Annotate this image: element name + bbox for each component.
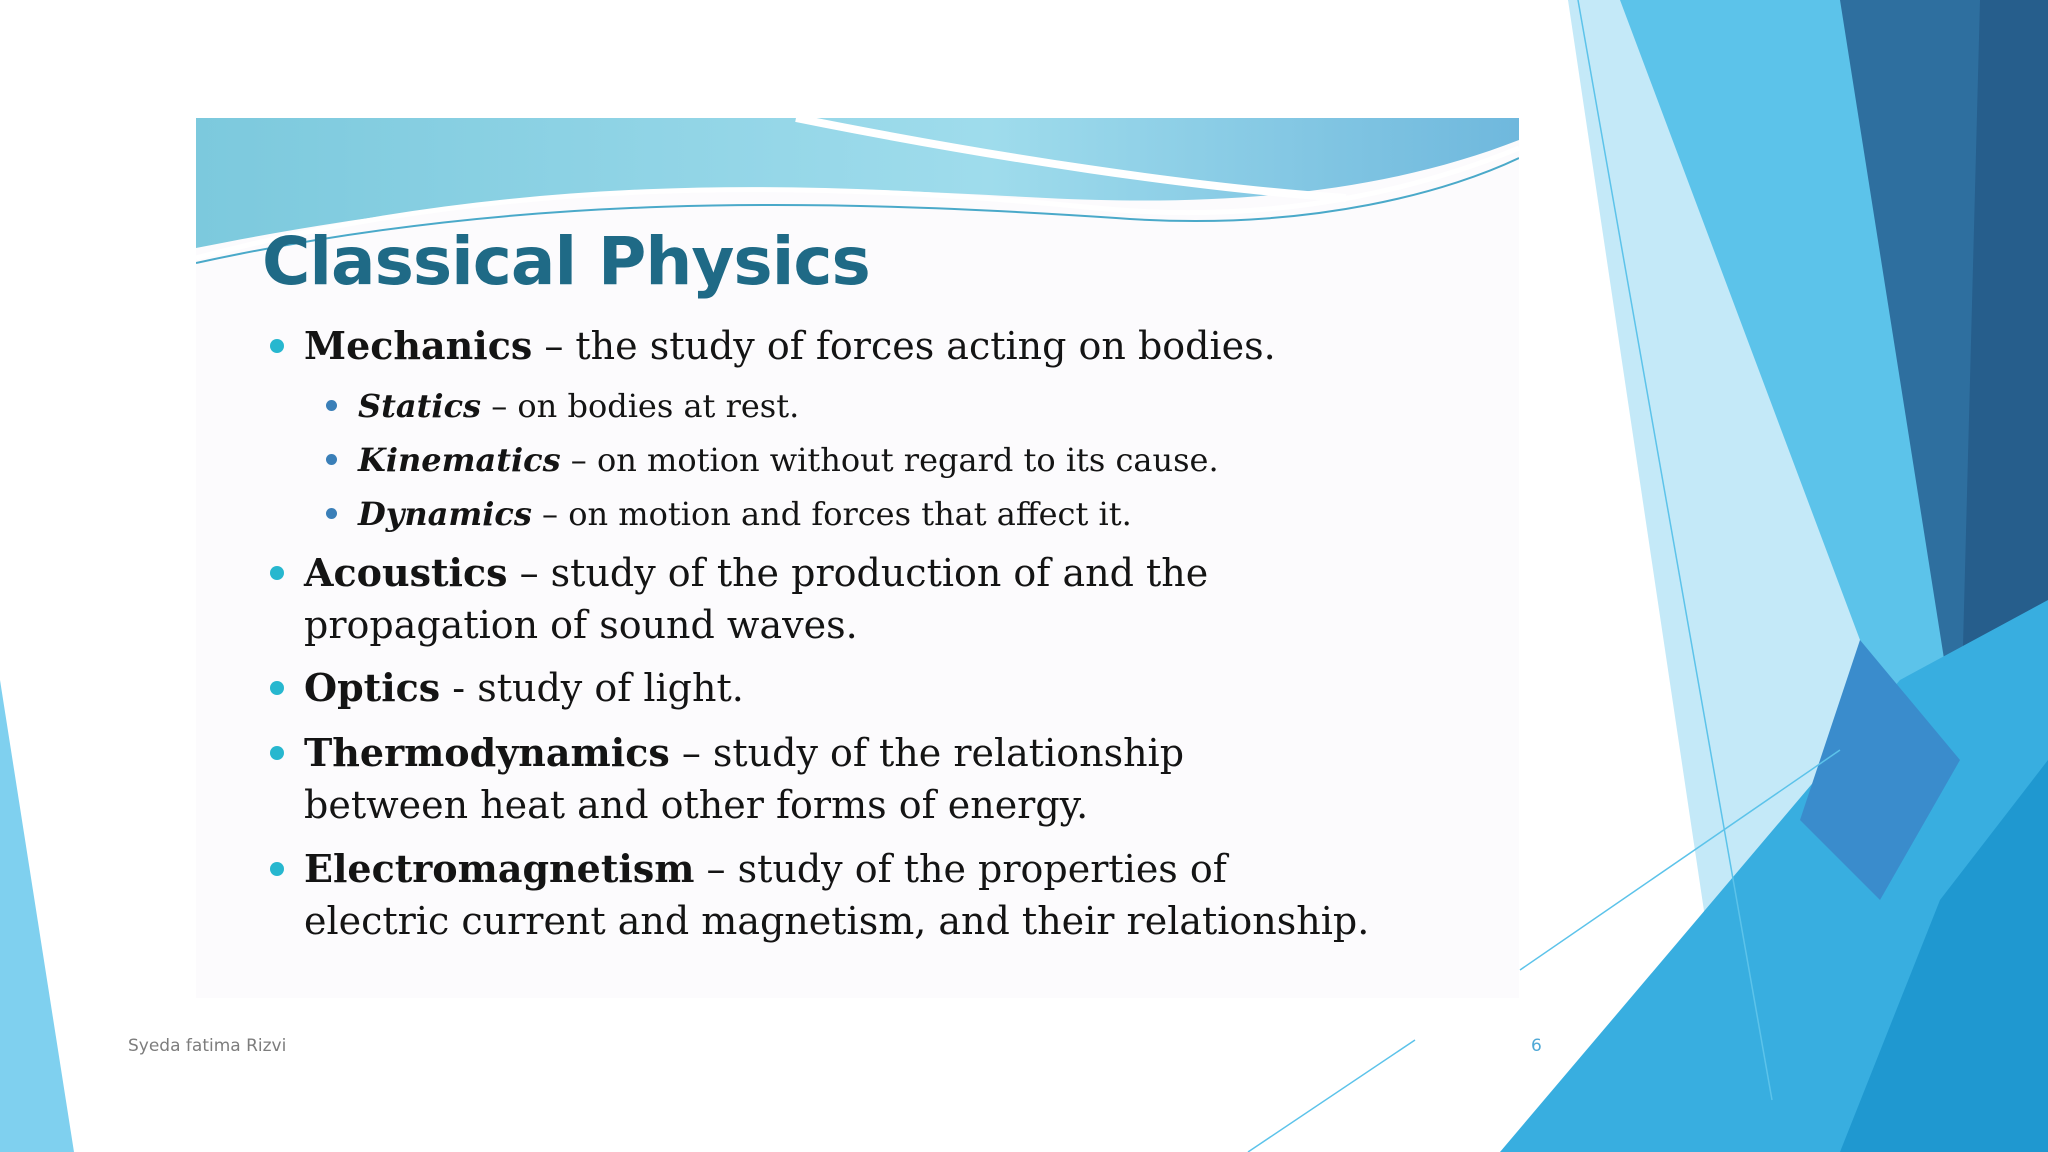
list-item-optics: Optics - study of light. xyxy=(304,665,744,710)
list-item-mechanics: Mechanics – the study of forces acting on bodies. xyxy=(304,323,1276,368)
bullet xyxy=(270,681,284,695)
slide-title: Classical Physics xyxy=(262,223,870,300)
bullet xyxy=(270,566,284,580)
sub-bullet xyxy=(326,454,337,465)
bullet xyxy=(270,862,284,876)
slide-number: 6 xyxy=(1531,1036,1542,1056)
thin-line-3 xyxy=(1248,1040,1415,1152)
footer-author: Syeda fatima Rizvi xyxy=(128,1036,287,1056)
list-item-dynamics: Dynamics – on motion and forces that affect it. xyxy=(358,495,1132,533)
sub-bullet xyxy=(326,400,337,411)
list-item-acoustics: Acoustics – study of the production of and the xyxy=(304,550,1209,595)
sub-bullet xyxy=(326,508,337,519)
list-item-thermodynamics: Thermodynamics – study of the relationship xyxy=(304,730,1185,775)
list-item-electromagnetism-line2: electric current and magnetism, and their relationship. xyxy=(304,899,1370,943)
list-item-acoustics-line2: propagation of sound waves. xyxy=(304,603,858,647)
list-item-kinematics: Kinematics – on motion without regard to its cause. xyxy=(358,441,1219,479)
list-item-electromagnetism: Electromagnetism – study of the properties of xyxy=(304,846,1227,891)
left-edge-shape xyxy=(0,680,74,1152)
bullet xyxy=(270,339,284,353)
list-item-statics: Statics – on bodies at rest. xyxy=(358,387,800,425)
content-image xyxy=(196,118,1519,998)
list-item-thermodynamics-line2: between heat and other forms of energy. xyxy=(304,783,1089,827)
bullet xyxy=(270,746,284,760)
